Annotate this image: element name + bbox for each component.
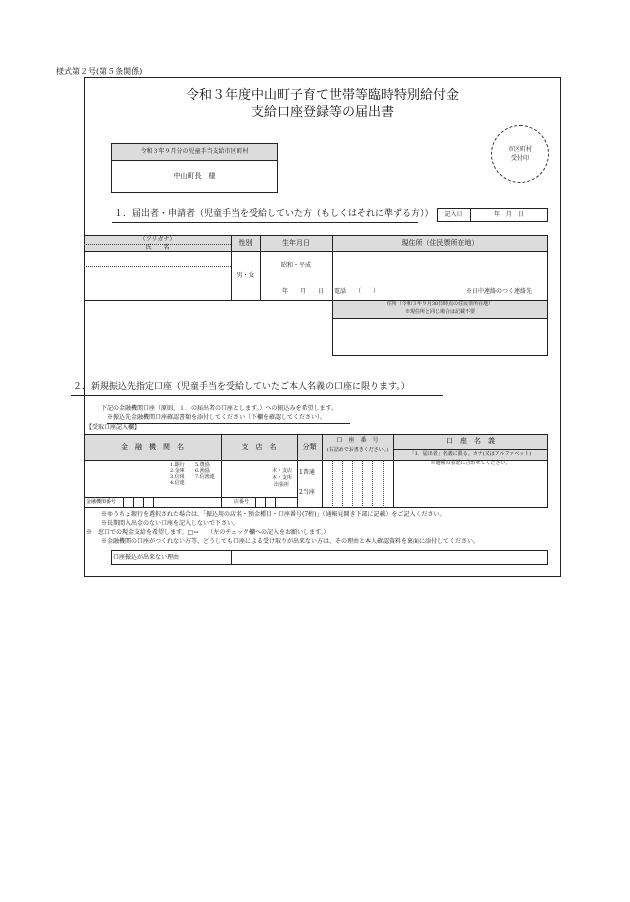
- dob-ymd: 年 月 日: [282, 288, 325, 295]
- col-type: 分類: [302, 443, 317, 451]
- branch-code-sep: [265, 497, 266, 508]
- gender-value: 男・女: [236, 272, 255, 279]
- bank-type-6: 6.漁協: [195, 468, 210, 474]
- branch-type-1: 本・支店: [272, 468, 293, 474]
- note-no-account: ※金融機関の口座がつくれない方等、どうしても口座による受け取りが出来ない方は、その理由と本人確認資料を裏面に添付してください。: [101, 538, 480, 545]
- branch-type-3: 出張所: [274, 482, 290, 488]
- prev-address-line2: ※現住所と同じ場合は記載不要: [404, 309, 475, 315]
- col-bank: 金 融 機 関 名: [121, 443, 184, 451]
- acct-digit-sep: [352, 460, 353, 508]
- section1-heading: １．届出者・申請者（児童手当を受給していた方（もしくはそれに準ずる方））: [114, 209, 434, 219]
- bank-code-sep: [123, 497, 124, 508]
- address-box-divider: [111, 160, 278, 161]
- section2-desc1: 下記の金融機関口座（原則、１．の届出者の口座とします。）への振込みを希望します。: [101, 405, 338, 412]
- note-yucho: ※ゆうちょ銀行を選択された場合は、「振込用の店名・預金種目・口座番号(7桁)」（通帳見開き下部に記載）をご記入ください。: [101, 511, 446, 518]
- phone-note: ※日中連絡のつく連絡先: [466, 288, 533, 295]
- section1-underline: [112, 222, 418, 223]
- stamp-line2: 受付印: [510, 155, 529, 162]
- address-box-header: 令和３年９月分の児童手当支給市区町村: [140, 148, 249, 155]
- prev-address-line1: 住所（令和３年９月30日時点の住民票所在地）: [386, 301, 494, 307]
- acct-type-ordinary: 1普通: [299, 469, 315, 476]
- acct-name-note2: ※通帳の表記に合わせてください。: [430, 460, 511, 466]
- col-account-no: 口 座 番 号: [336, 437, 379, 444]
- dob-label: 生年月日: [282, 239, 310, 247]
- section2-desc2: ※振込先金融機関口座確認書類を添付してください（下欄を確認してください）。: [107, 414, 327, 421]
- title-line1: 令和３年度中山町子育て世帯等臨時特別給付金: [185, 88, 459, 103]
- acct-digit-sep: [342, 460, 343, 508]
- date-label: 記入日: [444, 211, 463, 218]
- acctno-col-line: [322, 434, 323, 508]
- acct-digit-sep: [372, 460, 373, 508]
- bank-code-sep: [143, 497, 144, 508]
- reception-stamp: [491, 125, 549, 183]
- col-account-name: 口 座 名 義: [446, 437, 495, 445]
- acct-digit-sep: [332, 460, 333, 508]
- name-dotted-rule: [84, 266, 231, 267]
- acct-digit-sep: [362, 460, 363, 508]
- branch-code-sep: [255, 497, 256, 508]
- bank-type-5: 5.農協: [195, 462, 210, 468]
- title-line2: 支給口座登録等の届出書: [250, 105, 394, 120]
- bank-type-4: 4.信連: [170, 480, 185, 486]
- gender-label: 性別: [238, 239, 253, 247]
- bank-code-sep: [133, 497, 134, 508]
- bank-type-7: 7.信漁連: [195, 474, 215, 480]
- note-dormant: ※長期間入出金のない口座を記入しないで下さい。: [101, 520, 240, 527]
- form-number: 様式第２号(第５条関係): [56, 67, 143, 76]
- prev-address-rule: [332, 318, 548, 319]
- section2-underline: [71, 395, 443, 396]
- bank-type-1: 1.銀行: [170, 462, 185, 468]
- stamp-line1: 市区町村: [507, 146, 532, 153]
- furigana-label: （フリガナ）: [139, 236, 176, 243]
- phone-label: 電話 （ ）: [334, 288, 380, 295]
- bank-code-label: 金融機関番号: [86, 499, 117, 505]
- address-label: 現住所（住民票所在地）: [401, 239, 479, 247]
- applicant-header-rule: [84, 251, 548, 252]
- acct-type-current: 2当座: [299, 489, 315, 496]
- branch-type-2: 本・支所: [272, 475, 293, 481]
- col-branch: 支 店 名: [241, 443, 277, 451]
- dob-era: 昭和・平成: [280, 262, 311, 269]
- bank-type-3: 3.信組: [170, 474, 185, 480]
- name-label: 氏 名: [145, 244, 170, 251]
- unable-reason-label: 口座振込が出来ない理由: [113, 554, 180, 561]
- acct-name-note1: 「1．届出者」名義に限る。カナ(又はアルファベット): [409, 451, 532, 457]
- date-value: 年 月 日: [493, 211, 524, 218]
- note-cash: ※ 窓口での現金支給を希望します。□⇦ （左のチェック欄への記入をお願いします。）: [86, 529, 330, 536]
- address-box-recipient: 中山町長 様: [173, 172, 216, 180]
- bank-code-sep: [153, 497, 154, 508]
- branch-code-label: 店番号: [234, 499, 250, 505]
- section2-heading: ２．新規振込先指定口座（児童手当を受給していたご本人名義の口座に限ります。）: [73, 382, 410, 392]
- acctname-col-line: [393, 434, 394, 508]
- branch-code-rule: [221, 497, 297, 498]
- reception-label: 【受取口座記入欄】: [86, 424, 141, 431]
- col-account-no-note: (右詰めでお書きください。): [326, 447, 389, 453]
- acct-digit-sep: [383, 460, 384, 508]
- branch-code-sep: [275, 497, 276, 508]
- unable-reason-divider: [231, 550, 232, 565]
- acctname-sub-rule: [393, 449, 548, 450]
- bank-type-2: 2.金庫: [170, 468, 185, 474]
- section2-desc2-underline: [107, 423, 350, 424]
